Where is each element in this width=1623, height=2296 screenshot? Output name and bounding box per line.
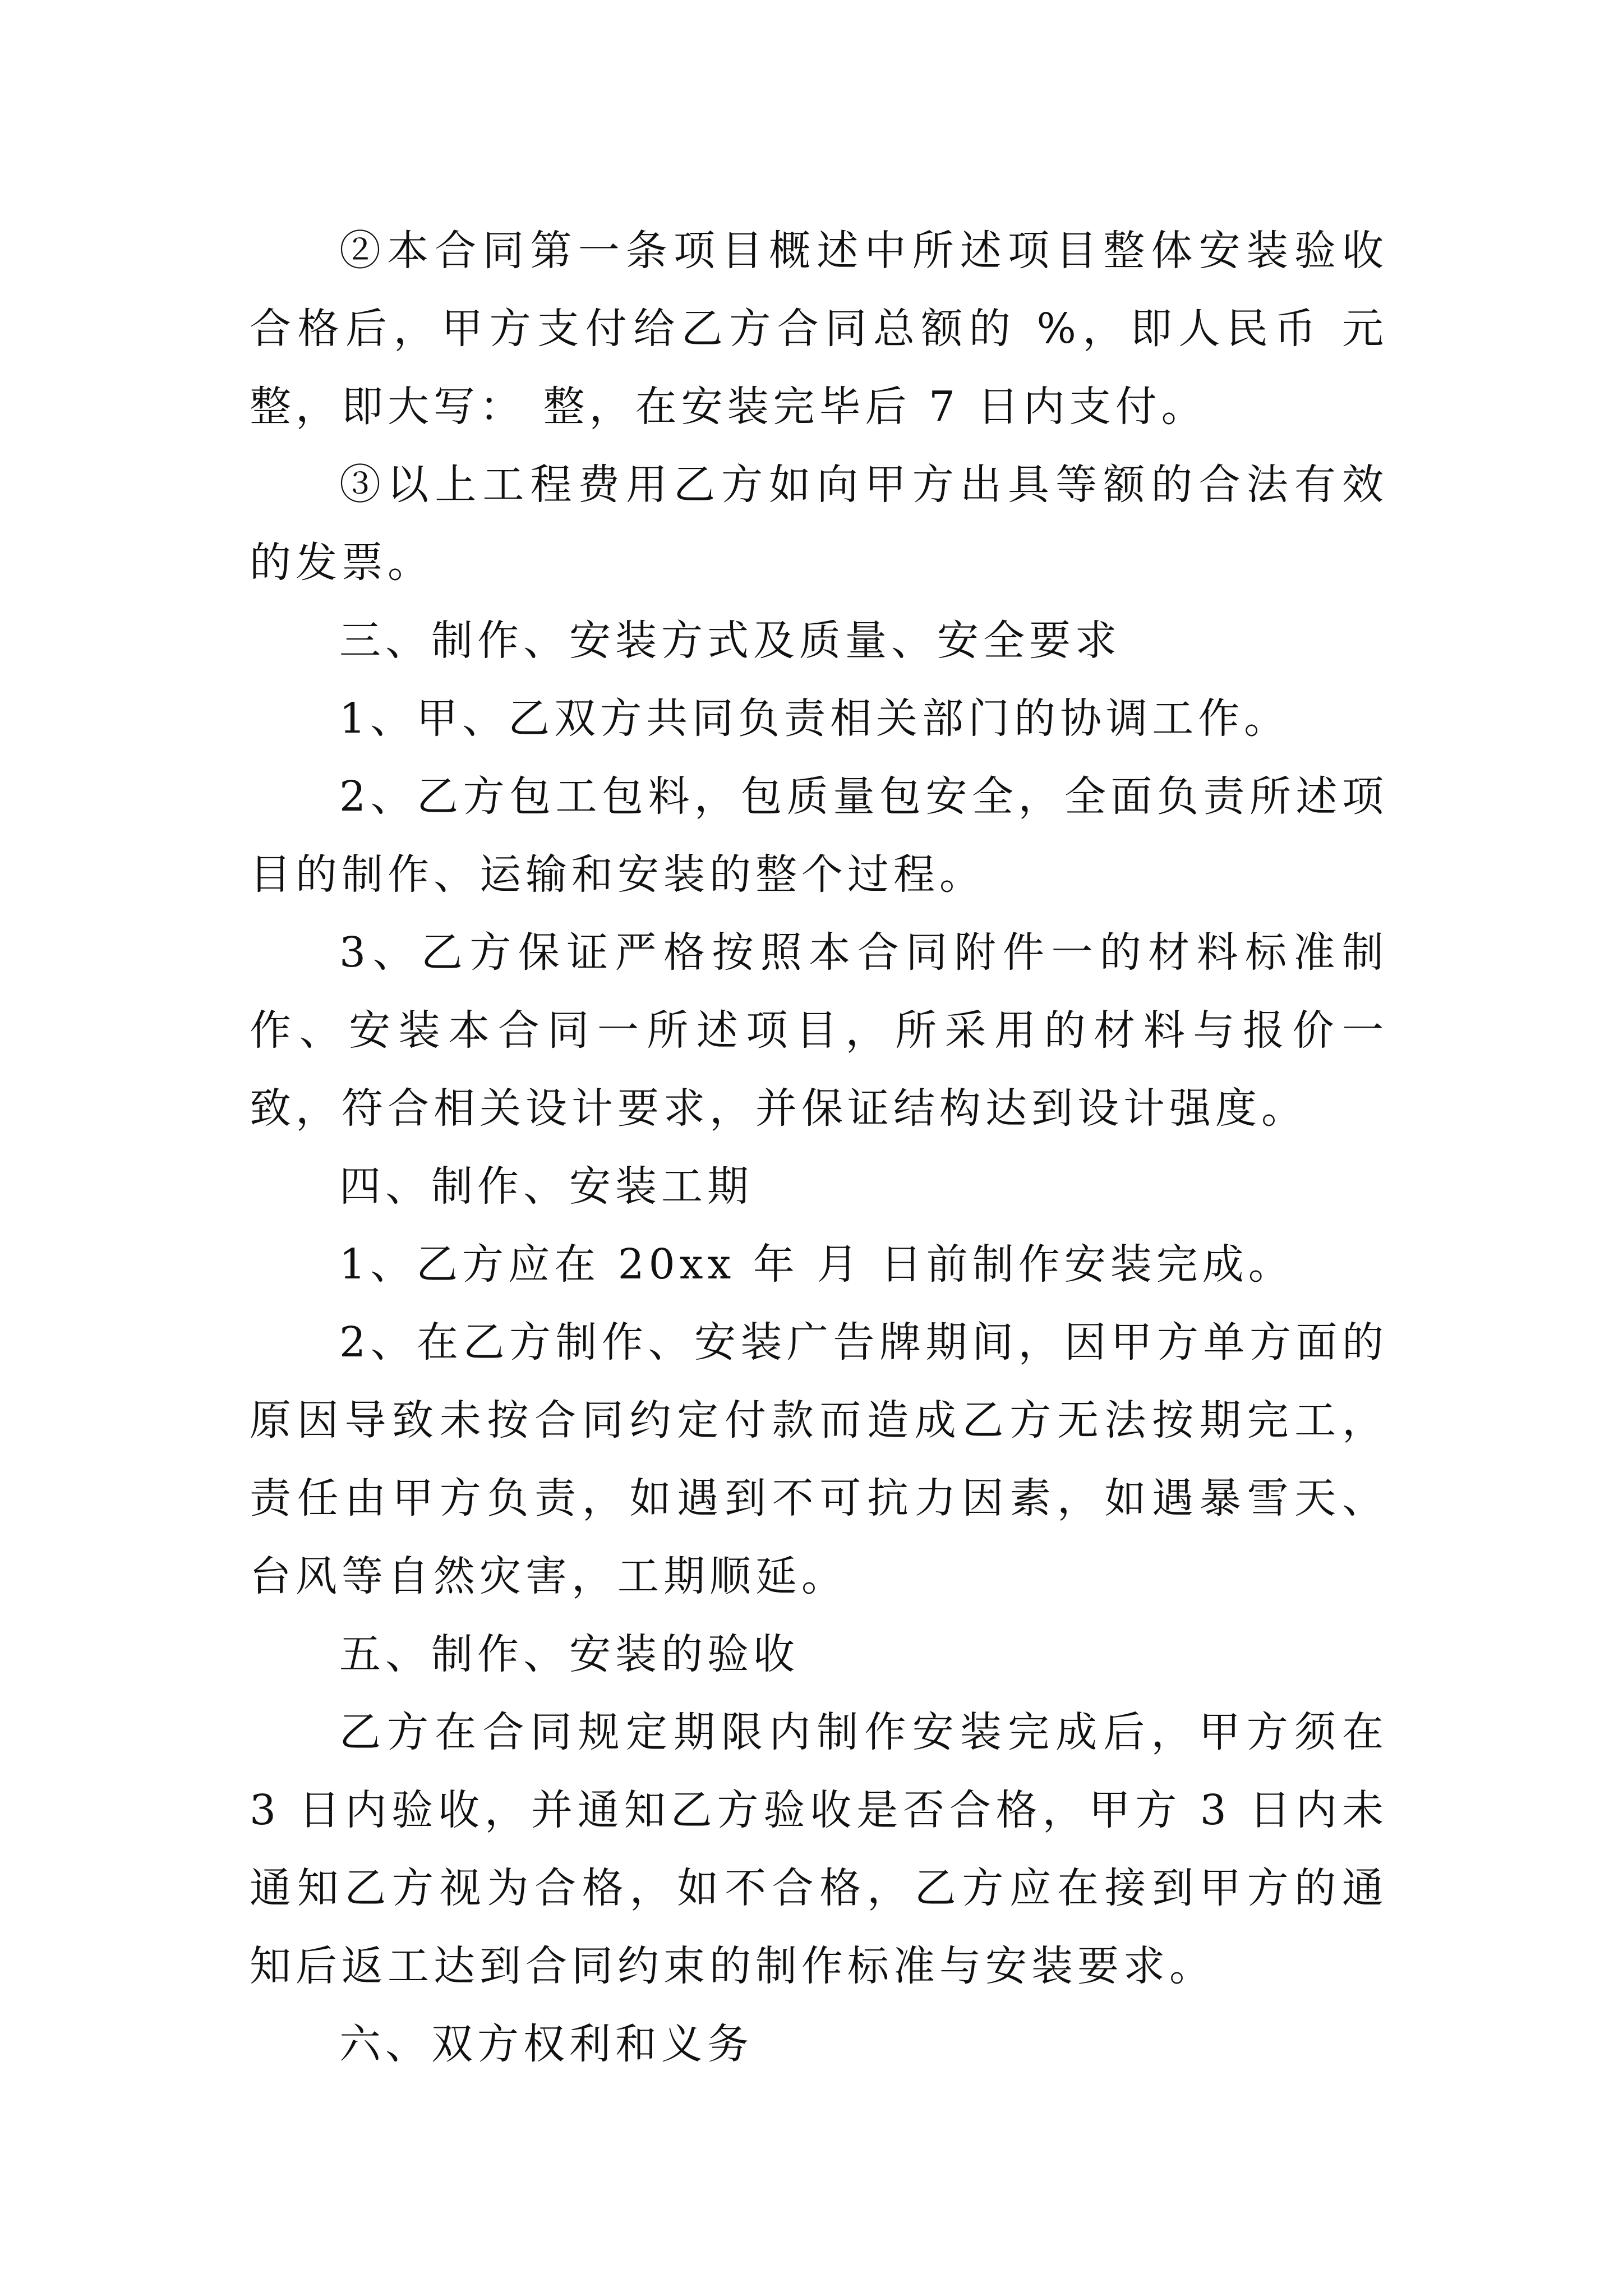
paragraph-section3-item1: 1、甲、乙双方共同负责相关部门的协调工作。 — [339, 694, 1290, 743]
paragraph-section4-item1: 1、乙方应在 20xx 年 月 日前制作安装完成。 — [339, 1240, 1294, 1289]
paragraph-section3-item2: 2、乙方包工包料，包质量包安全，全面负责所述项目的制作、运输和安装的整个过程。 — [250, 772, 1388, 899]
paragraph-section4-item2: 2、在乙方制作、安装广告牌期间，因甲方单方面的原因导致未按合同约定付款而造成乙方无法按期完工，责任由甲方负责，如遇到不可抗力因素，如遇暴雪天、台风等自然灾害，工期顺延。 — [250, 1318, 1388, 1600]
paragraph-payment-clause-3: ③以上工程费用乙方如向甲方出具等额的合法有效的发票。 — [250, 461, 1388, 587]
document-body — [250, 212, 1388, 2083]
section-heading-6: 六、双方权利和义务 — [339, 2020, 753, 2068]
paragraph-section5-body: 乙方在合同规定期限内制作安装完成后，甲方须在 3 日内验收，并通知乙方验收是否合格，甲方 3 日内未通知乙方视为合格，如不合格，乙方应在接到甲方的通知后返工达到合同约束的制作标准与安装要求。 — [250, 1708, 1388, 1990]
paragraph-section3-item3: 3、乙方保证严格按照本合同附件一的材料标准制作、安装本合同一所述项目，所采用的材料与报价一致，符合相关设计要求，并保证结构达到设计强度。 — [250, 928, 1388, 1133]
paragraph-payment-clause-2: ②本合同第一条项目概述中所述项目整体安装验收合格后，甲方支付给乙方合同总额的 %，即人民币 元整，即大写： 整，在安装完毕后 7 日内支付。 — [250, 227, 1388, 431]
section-heading-4: 四、制作、安装工期 — [339, 1162, 753, 1211]
section-heading-5: 五、制作、安装的验收 — [339, 1630, 799, 1678]
section-heading-3: 三、制作、安装方式及质量、安全要求 — [339, 616, 1121, 665]
